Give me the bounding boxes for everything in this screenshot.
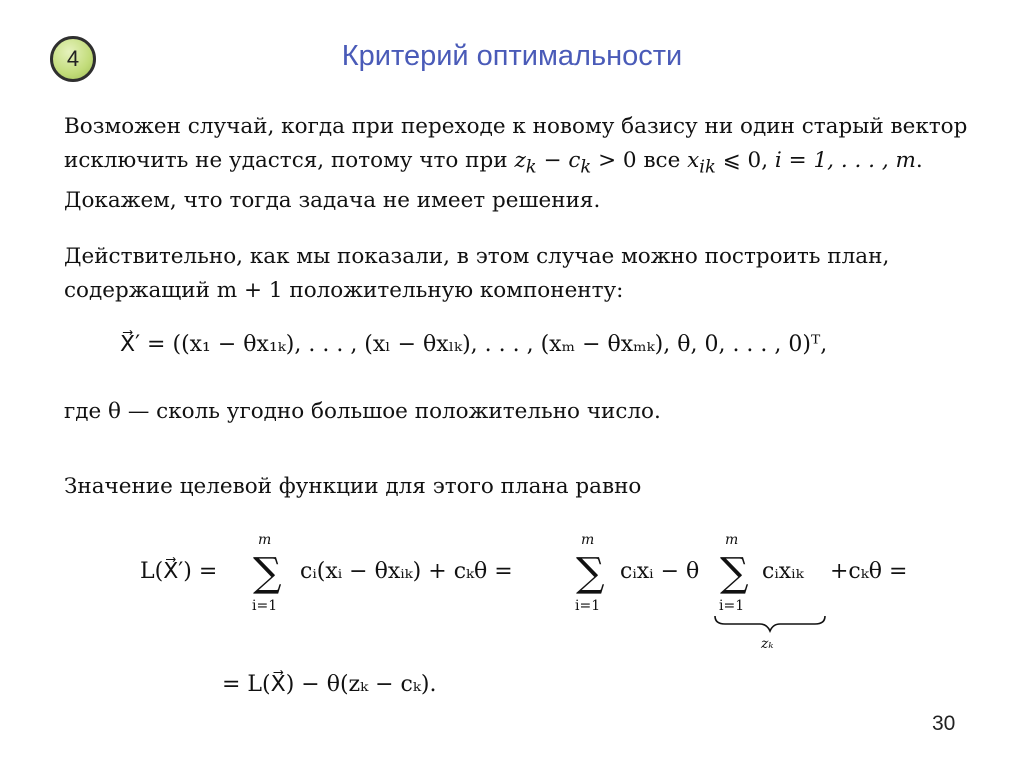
underbrace-label: zₖ [761, 636, 774, 650]
p1-index-range: i = 1, . . . , m [774, 148, 916, 173]
eq2-tail: +cₖθ = [830, 559, 908, 584]
sum2-sigma: ∑ [576, 550, 605, 596]
paragraph-2: Действительно, как мы показали, в этом случае можно построить план, содержащий m + 1 положительную компоненту: [64, 244, 890, 303]
eq2-term1: cᵢ(xᵢ − θxᵢₖ) + cₖθ = [300, 559, 513, 584]
sum1-sigma: ∑ [253, 550, 282, 596]
sum3-bottom: i=1 [719, 598, 745, 614]
slide-title: Критерий оптимальности [341, 40, 683, 72]
sum1-bottom: i=1 [252, 598, 278, 614]
paragraph-4: Значение целевой функции для этого плана равно [64, 474, 642, 499]
equation-plan-vector: X⃗′ = ((x₁ − θx₁ₖ), . . . , (xₗ − θxₗₖ), . . . , (xₘ − θxₘₖ), θ, 0, . . . , 0)ᵀ, [120, 332, 828, 357]
paragraph-3: где θ — сколь угодно большое положительно число. [64, 399, 661, 424]
sum3-sigma: ∑ [720, 550, 749, 596]
underbrace [715, 616, 825, 631]
p1-cond-xik: $x_{ik}$ [687, 148, 716, 178]
page-number: 30 [932, 712, 956, 735]
p1-text-b: все [636, 148, 688, 173]
equation-objective-function [140, 530, 940, 650]
p1-cond-zk: $z_k - c_k > 0$ [514, 148, 637, 178]
p1-text-c: ⩽ 0, [715, 148, 775, 173]
sum2-top: m [581, 532, 595, 548]
equation-result: = L(X⃗) − θ(zₖ − cₖ). [222, 672, 437, 697]
eq2-term3: cᵢxᵢₖ [762, 559, 804, 584]
p1-text-a: Возможен случай, когда при переходе к новому базису ни один старый вектор исключить не удастся, потому что при [64, 114, 968, 173]
sum2-bottom: i=1 [575, 598, 601, 614]
paragraph-1 [64, 110, 994, 218]
slide-number-badge: 4 [50, 36, 96, 82]
sum3-top: m [725, 532, 739, 548]
eq2-lhs: L(X⃗′) = [140, 559, 218, 584]
p1-text-d: . Докажем, что тогда задача не имеет решения. [64, 148, 923, 214]
eq2-term2: cᵢxᵢ − θ [620, 559, 700, 584]
sum1-top: m [258, 532, 272, 548]
